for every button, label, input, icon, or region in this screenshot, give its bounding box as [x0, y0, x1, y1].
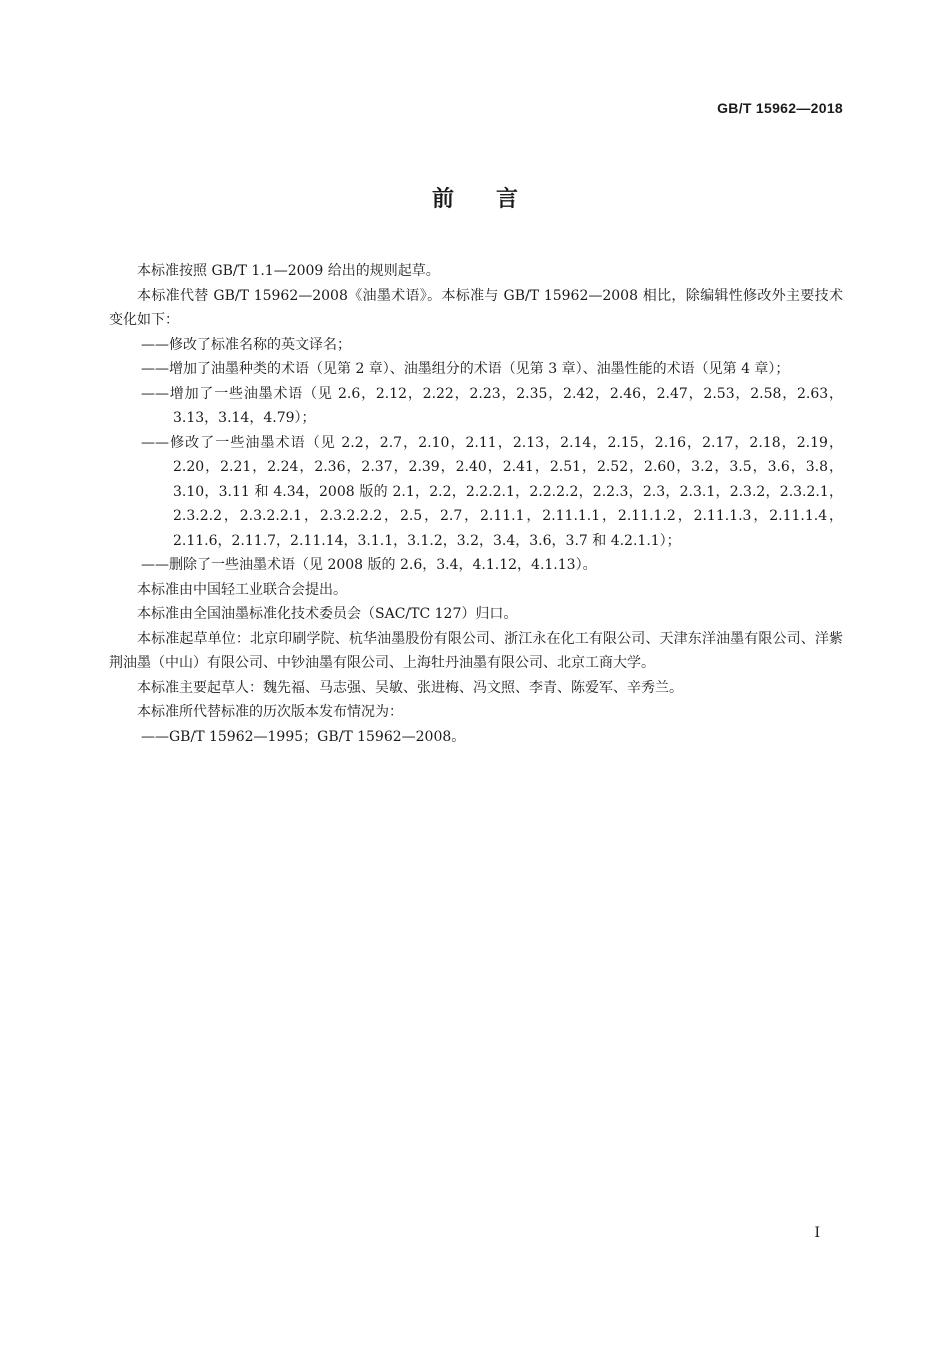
paragraph-drafting-units: 本标准起草单位：北京印刷学院、杭华油墨股份有限公司、浙江永在化工有限公司、天津东洋油墨有限公司、洋紫荆油墨（中山）有限公司、中钞油墨有限公司、上海牡丹油墨有限公司、北京工商大学。: [109, 630, 843, 671]
list-item-modified-terms: ——修改了一些油墨术语（见 2.2，2.7，2.10，2.11，2.13，2.14，2.15，2.16，2.17，2.18，2.19，2.20，2.21，2.24，2.36，2.37，2.39，2.40，2.41，2.51，2.52，2.60，3.2，3.5，3.6，3.8，3.10，3.11 和 4.34，2008 版的 2.1，2.2，2.2.2.1，2.2.2.2，2.2.3，2.3，2.3.1，2.3.2，2.3.2.1，2.3.2.2，2.3.2.2.1，2.3.2.2.2，2.5，2.7，2.11.1，2.11.1.1，2.11.1.2，2.11.1.3，2.11.1.4，2.11.6，2.11.7，2.11.14，3.1.1，3.1.2，3.2，3.4，3.6，3.7 和 4.2.1.1）；: [141, 434, 843, 549]
page-number: I: [814, 1225, 820, 1241]
list-item-added-categories: ——增加了油墨种类的术语（见第 2 章）、油墨组分的术语（见第 3 章）、油墨性能的术语（见第 4 章）；: [141, 361, 790, 377]
paragraph-drafters: 本标准主要起草人：魏先福、马志强、吴敏、张进梅、冯文照、李青、陈爱军、辛秀兰。: [137, 679, 683, 696]
list-item-added-terms: ——增加了一些油墨术语（见 2.6，2.12，2.22，2.23，2.35，2.42，2.46，2.47，2.53，2.58，2.63，3.13，3.14，4.79）；: [141, 385, 843, 426]
page-title: 前言: [431, 187, 560, 212]
standard-number: GB/T 15962—2018: [717, 100, 843, 116]
list-item-previous-versions: ——GB/T 15962—1995；GB/T 15962—2008。: [141, 728, 466, 745]
paragraph-proposed-by: 本标准由中国轻工业联合会提出。: [137, 581, 347, 598]
paragraph-replacement: 本标准代替 GB/T 15962—2008《油墨术语》。本标准与 GB/T 15962—2008 相比，除编辑性修改外主要技术变化如下：: [109, 287, 843, 328]
document-body: [109, 259, 843, 749]
paragraph-version-history: 本标准所代替标准的历次版本发布情况为：: [137, 704, 403, 720]
paragraph-under-jurisdiction: 本标准由全国油墨标准化技术委员会（SAC/TC 127）归口。: [137, 606, 518, 622]
paragraph-drafting-rules: 本标准按照 GB/T 1.1—2009 给出的规则起草。: [137, 263, 440, 279]
list-item-change-english-name: ——修改了标准名称的英文译名；: [141, 336, 351, 353]
list-item-deleted-terms: ——删除了一些油墨术语（见 2008 版的 2.6，3.4，4.1.12，4.1.13）。: [141, 557, 597, 573]
